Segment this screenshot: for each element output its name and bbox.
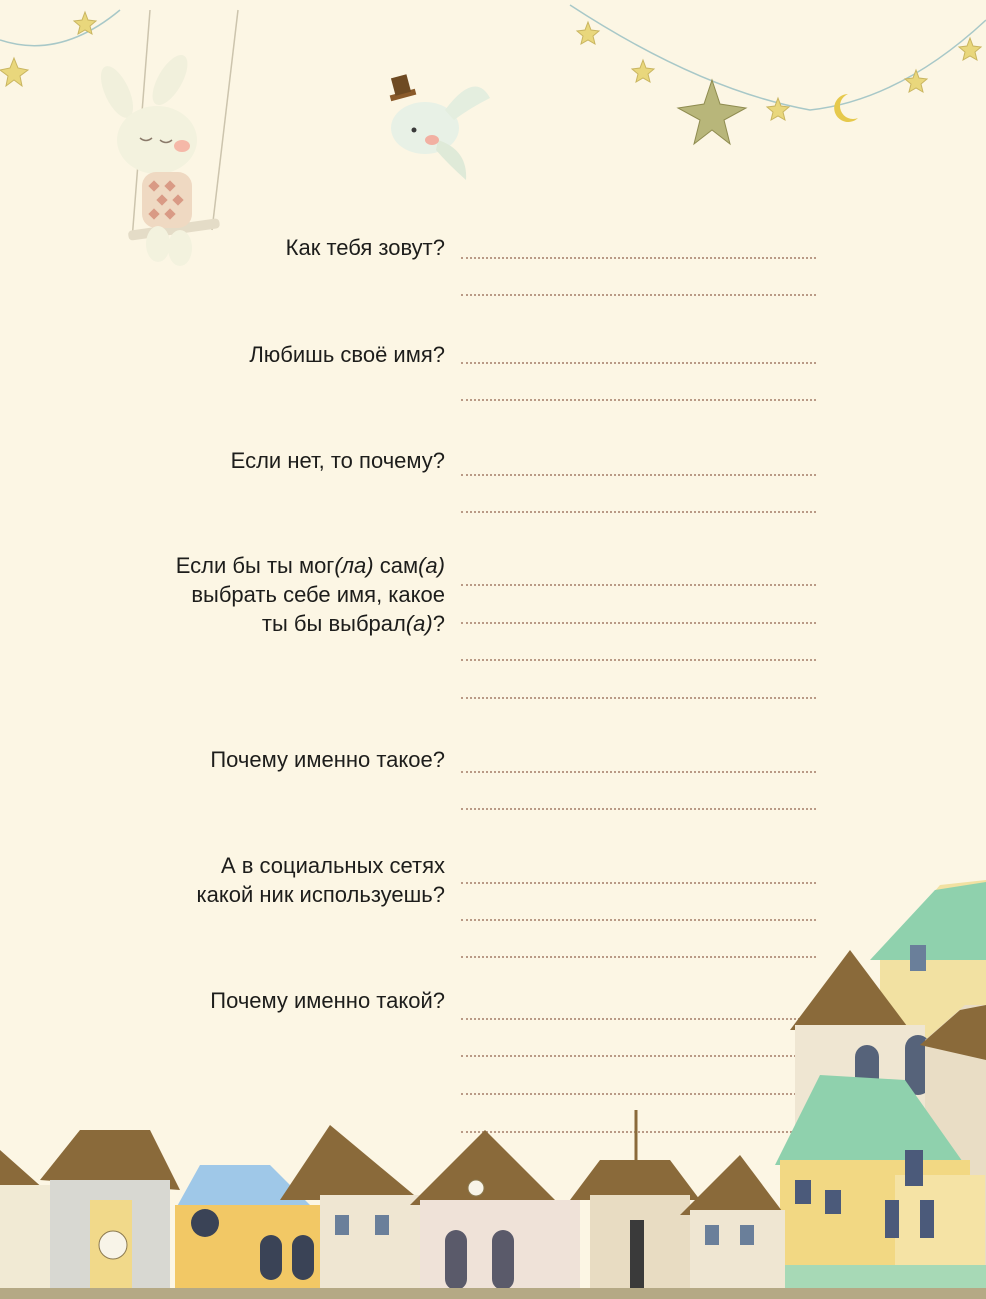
question-text: Почему именно такое? (210, 747, 445, 772)
question-text: Если нет, то почему? (230, 448, 445, 473)
question-choose-name: Если бы ты мог(ла) сам(а) выбрать себе имя, какое ты бы выбрал(а)? (175, 553, 445, 636)
question-text: Почему именно такой? (210, 988, 445, 1013)
question-text: Как тебя зовут? (285, 235, 445, 260)
question-nickname: А в социальных сетях какой ник используешь? (196, 853, 445, 907)
question-text: Любишь своё имя? (249, 342, 445, 367)
